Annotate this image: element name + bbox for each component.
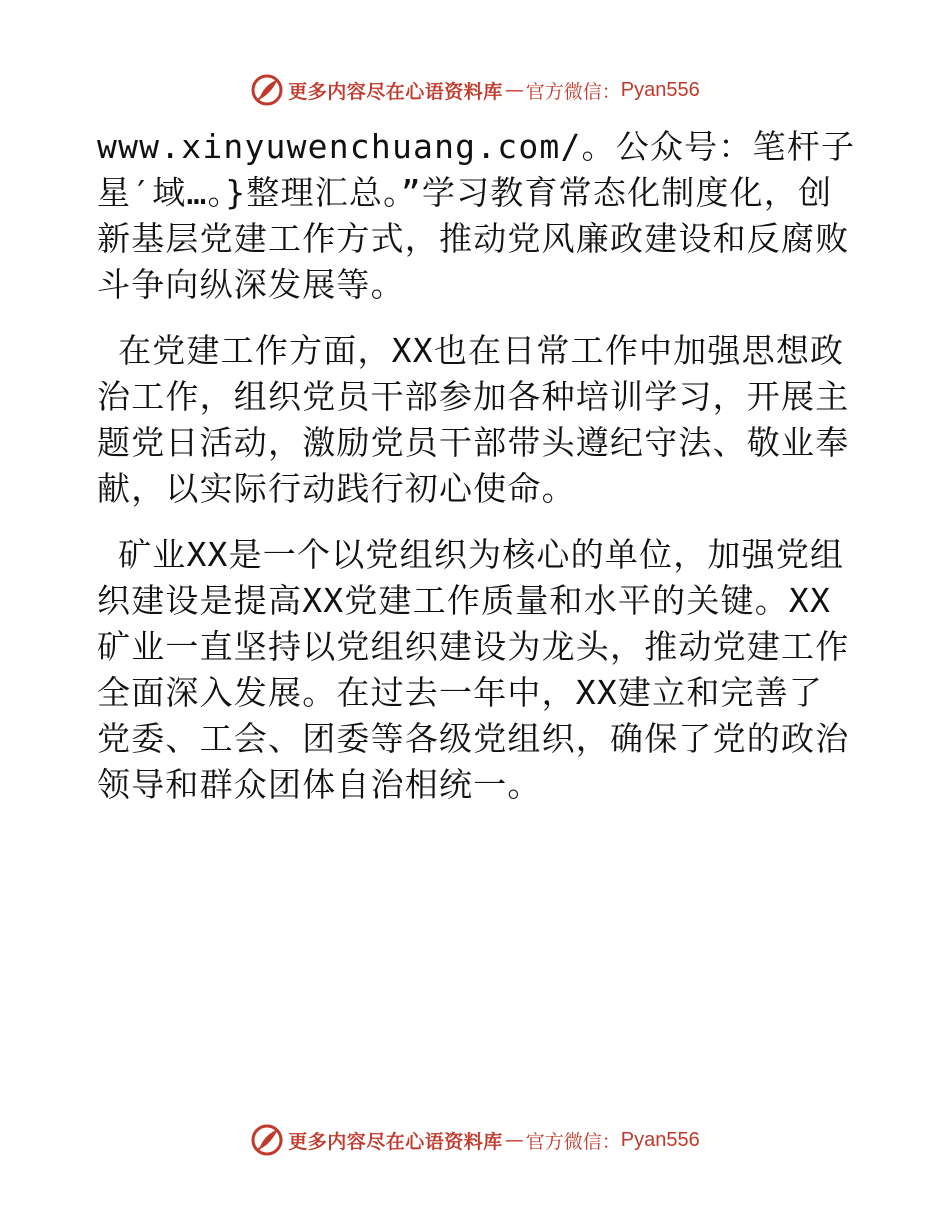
footer-wechat-id: Pyan556 bbox=[620, 1128, 700, 1151]
paragraph-2: 在党建工作方面，XX也在日常工作中加强思想政治工作，组织党员干部参加各种培训学习，开展主题党日活动，激励党员干部带头遵纪守法、敬业奉献，以实际行动践行初心使命。 bbox=[97, 331, 850, 508]
footer-wechat-label: 官方微信： bbox=[525, 1130, 621, 1153]
document-body bbox=[97, 124, 857, 808]
header-banner-text: 更多内容尽在心语资料库 bbox=[288, 80, 503, 103]
header-wechat-label: 官方微信： bbox=[525, 80, 621, 103]
footer-banner-dash: — bbox=[504, 1129, 524, 1151]
header-banner-dash: — bbox=[504, 79, 524, 101]
quill-logo-icon bbox=[250, 73, 284, 107]
paragraph-1: www.xinyuwenchuang.com/。公众号：笔杆子星′域…。}整理汇总。”学习教育常态化制度化，创新基层党建工作方式，推动党风廉政建设和反腐败斗争向纵深发展等。 bbox=[97, 127, 856, 304]
quill-logo-icon bbox=[250, 1123, 284, 1157]
footer-banner-text: 更多内容尽在心语资料库 bbox=[288, 1130, 503, 1153]
paragraph-3: 矿业XX是一个以党组织为核心的单位，加强党组织建设是提高XX党建工作质量和水平的关键。XX矿业一直坚持以党组织建设为龙头，推动党建工作全面深入发展。在过去一年中，XX建立和完善了党委、工会、团委等各级党组织，确保了党的政治领导和群众团体自治相统一。 bbox=[97, 535, 850, 804]
header-wechat-id: Pyan556 bbox=[620, 78, 700, 101]
footer-banner bbox=[0, 1123, 950, 1157]
header-banner bbox=[0, 73, 950, 107]
